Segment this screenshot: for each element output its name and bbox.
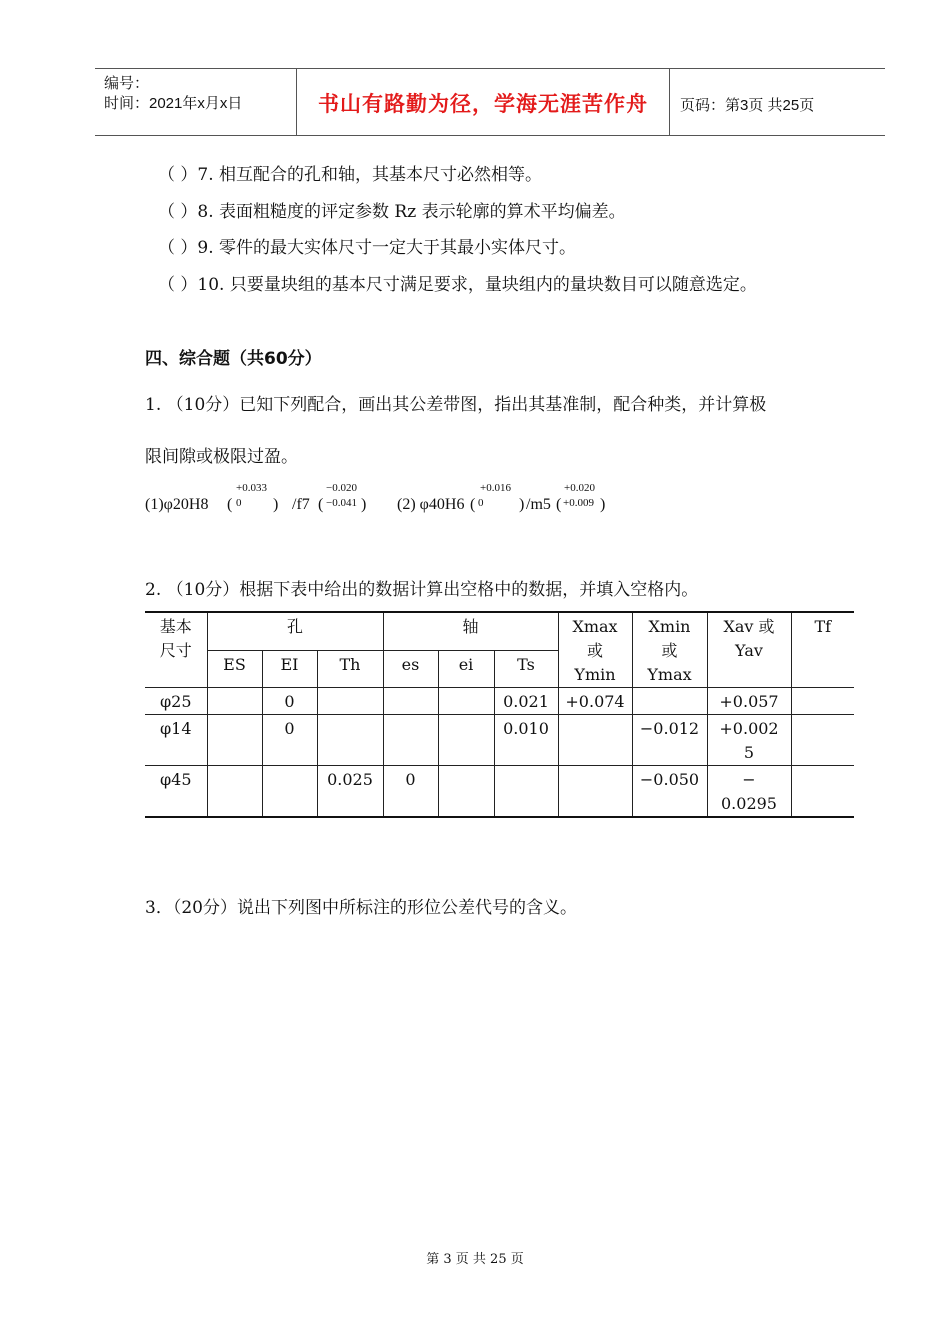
header-xmin: Xmin 或 Ymax [632, 612, 707, 688]
cell-xav[interactable]: +0.057 [707, 688, 791, 715]
cell-basic: φ14 [145, 715, 207, 766]
header-bottom-rule [95, 135, 885, 136]
header-divider-2 [669, 68, 670, 135]
fit2-shaft-close: ) [600, 496, 606, 513]
fit1-close-paren: ) [273, 496, 279, 513]
header-EI: EI [262, 650, 317, 687]
cell-tf[interactable] [791, 688, 854, 715]
header-motto: 书山有路勤为径，学海无涯苦作舟 [318, 92, 648, 116]
cell-es[interactable] [383, 715, 438, 766]
fit1-shaft-close: ) [361, 496, 367, 513]
header-Ts: Ts [494, 650, 558, 687]
cell-xav[interactable]: +0.002 5 [707, 715, 791, 766]
fit1-hole-upper: +0.033 [236, 482, 267, 494]
page-footer: 第 3 页 共 25 页 [426, 1252, 524, 1267]
cell-Th[interactable]: 0.025 [317, 766, 383, 818]
cell-ei[interactable] [438, 766, 494, 818]
cell-es[interactable]: 0 [383, 766, 438, 818]
fit1-open-paren: ( [227, 496, 233, 513]
cell-Ts[interactable] [494, 766, 558, 818]
fit1-shaft-label: /f7 [292, 496, 310, 513]
header-number-label: 编号： [104, 75, 150, 92]
cell-tf[interactable] [791, 766, 854, 818]
judgment-9 [158, 233, 576, 258]
judgment-text: 8. 表面粗糙度的评定参数 Rz 表示轮廓的算术平均偏差。 [197, 202, 626, 222]
judgment-8 [158, 197, 626, 222]
cell-tf[interactable] [791, 715, 854, 766]
header-ei: ei [438, 650, 494, 687]
header-page-info: 页码：第3页 共25页 [680, 97, 815, 114]
cell-Th[interactable] [317, 715, 383, 766]
header-shaft: 轴 [383, 612, 558, 650]
q1-line1: 1. （10分）已知下列配合，画出其公差带图，指出其基准制，配合种类，并计算极 [145, 395, 767, 415]
header-tf: Tf [791, 612, 854, 688]
cell-Th[interactable] [317, 688, 383, 715]
fit1-shaft-lower: −0.041 [326, 497, 357, 509]
q3-text: 3．（20分）说出下列图中所标注的形位公差代号的含义。 [145, 898, 577, 918]
answer-paren[interactable]: （ ） [158, 202, 198, 222]
cell-xmin[interactable]: −0.012 [632, 715, 707, 766]
fit1-shaft-upper: −0.020 [326, 482, 357, 494]
section-title: 四、综合题（共60分） [145, 349, 322, 369]
cell-Ts[interactable]: 0.021 [494, 688, 558, 715]
cell-ES[interactable] [207, 715, 262, 766]
fit1-hole-lower: 0 [236, 497, 242, 509]
cell-EI[interactable] [262, 766, 317, 818]
cell-basic: φ45 [145, 766, 207, 818]
q1-line2: 限间隙或极限过盈。 [145, 447, 298, 467]
judgment-7 [158, 160, 542, 185]
table-header-row-1 [145, 612, 854, 650]
cell-xmin[interactable] [632, 688, 707, 715]
table-row [145, 715, 854, 766]
cell-basic: φ25 [145, 688, 207, 715]
cell-ei[interactable] [438, 715, 494, 766]
fit2-hole-upper: +0.016 [480, 482, 511, 494]
header-ES: ES [207, 650, 262, 687]
answer-paren[interactable]: （ ） [158, 165, 198, 185]
cell-xmax[interactable] [558, 715, 632, 766]
cell-xav[interactable]: − 0.0295 [707, 766, 791, 818]
fit2-prefix: (2) φ40H6 [397, 496, 465, 513]
cell-Ts[interactable]: 0.010 [494, 715, 558, 766]
cell-ei[interactable] [438, 688, 494, 715]
fit2-close-paren: ) [519, 496, 525, 513]
judgment-text: 7. 相互配合的孔和轴，其基本尺寸必然相等。 [197, 165, 543, 185]
cell-xmin[interactable]: −0.050 [632, 766, 707, 818]
header-es: es [383, 650, 438, 687]
header-basic-size: 基本 尺寸 [145, 612, 207, 688]
header-xav: Xav 或 Yav [707, 612, 791, 688]
tolerance-table [145, 611, 854, 818]
header-hole: 孔 [207, 612, 383, 650]
fit1-shaft-open: ( [318, 496, 324, 513]
cell-xmax[interactable]: +0.074 [558, 688, 632, 715]
table-row [145, 766, 854, 818]
header-xmax: Xmax 或 Ymin [558, 612, 632, 688]
fit1-prefix: (1)φ20H8 [145, 496, 209, 513]
answer-paren[interactable]: （ ） [158, 238, 198, 258]
header-top-rule [95, 68, 885, 69]
cell-es[interactable] [383, 688, 438, 715]
cell-ES[interactable] [207, 766, 262, 818]
cell-xmax[interactable] [558, 766, 632, 818]
fit2-open-paren: ( [470, 496, 476, 513]
table-row [145, 688, 854, 715]
answer-paren[interactable]: （ ） [158, 275, 198, 295]
header-time-label: 时间：2021年x月x日 [104, 95, 243, 112]
cell-ES[interactable] [207, 688, 262, 715]
header-Th: Th [317, 650, 383, 687]
fit2-shaft-upper: +0.020 [564, 482, 595, 494]
judgment-text: 9. 零件的最大实体尺寸一定大于其最小实体尺寸。 [197, 238, 577, 258]
fit2-shaft-label: /m5 [526, 496, 551, 513]
fit2-hole-lower: 0 [478, 497, 484, 509]
cell-EI[interactable]: 0 [262, 688, 317, 715]
q2-text: 2. （10分）根据下表中给出的数据计算出空格中的数据，并填入空格内。 [145, 580, 699, 600]
judgment-text: 10. 只要量块组的基本尺寸满足要求，量块组内的量块数目可以随意选定。 [197, 275, 757, 295]
fit2-shaft-open: ( [556, 496, 562, 513]
fit2-shaft-lower: +0.009 [563, 497, 594, 509]
judgment-10 [158, 270, 757, 295]
cell-EI[interactable]: 0 [262, 715, 317, 766]
